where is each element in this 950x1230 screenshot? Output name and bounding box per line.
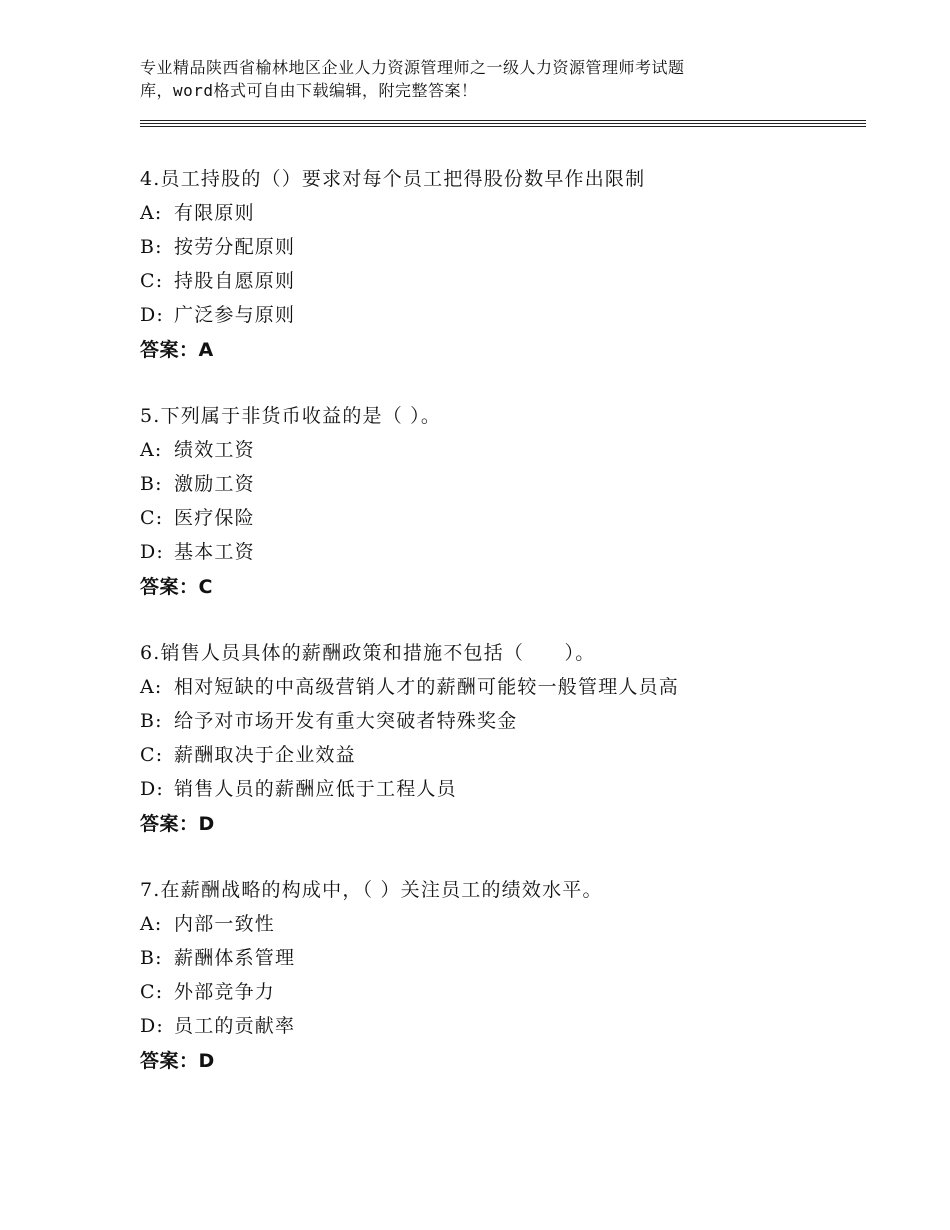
question-title: 7.在薪酬战略的构成中，（ ）关注员工的绩效水平。 xyxy=(140,879,603,901)
option-letter: A: xyxy=(140,676,163,698)
header-divider-middle xyxy=(140,123,866,124)
option-text: 员工的贡献率 xyxy=(174,1015,296,1037)
option-text: 薪酬取决于企业效益 xyxy=(174,744,356,766)
option-letter: A: xyxy=(140,202,163,224)
option-text: 外部竞争力 xyxy=(174,981,276,1003)
option-text: 绩效工资 xyxy=(174,439,255,461)
question-7 xyxy=(140,873,900,1079)
question-6 xyxy=(140,636,900,842)
option-text: 基本工资 xyxy=(174,541,255,563)
answer-line: 答案：D xyxy=(140,813,215,835)
option-letter: D: xyxy=(140,778,165,800)
option-letter: B: xyxy=(140,473,163,495)
option-d xyxy=(140,535,900,569)
option-a xyxy=(140,907,900,941)
option-letter: C: xyxy=(140,507,164,529)
question-title: 4.员工持股的（）要求对每个员工把得股份数早作出限制 xyxy=(140,168,646,190)
question-5 xyxy=(140,399,900,605)
option-letter: D: xyxy=(140,1015,165,1037)
option-c xyxy=(140,738,900,772)
question-list xyxy=(140,162,900,1079)
option-d xyxy=(140,772,900,806)
option-letter: C: xyxy=(140,270,164,292)
option-text: 广泛参与原则 xyxy=(174,304,296,326)
question-title: 6.销售人员具体的薪酬政策和措施不包括（ ）。 xyxy=(140,642,596,664)
answer-line: 答案：C xyxy=(140,576,213,598)
option-text: 持股自愿原则 xyxy=(174,270,296,292)
option-b xyxy=(140,230,900,264)
option-text: 给予对市场开发有重大突破者特殊奖金 xyxy=(174,710,518,732)
option-d xyxy=(140,1009,900,1043)
option-a xyxy=(140,433,900,467)
option-text: 激励工资 xyxy=(174,473,255,495)
option-letter: D: xyxy=(140,541,165,563)
document-header xyxy=(140,56,820,102)
answer-line: 答案：D xyxy=(140,1050,215,1072)
option-c xyxy=(140,975,900,1009)
header-divider-top xyxy=(140,120,866,121)
option-text: 销售人员的薪酬应低于工程人员 xyxy=(174,778,457,800)
option-text: 相对短缺的中高级营销人才的薪酬可能较一般管理人员高 xyxy=(174,676,680,698)
option-letter: B: xyxy=(140,236,163,258)
option-d xyxy=(140,298,900,332)
option-b xyxy=(140,941,900,975)
option-letter: D: xyxy=(140,304,165,326)
question-title: 5.下列属于非货币收益的是（ ）。 xyxy=(140,405,442,427)
option-c xyxy=(140,501,900,535)
option-text: 按劳分配原则 xyxy=(174,236,296,258)
option-letter: A: xyxy=(140,439,163,461)
option-text: 内部一致性 xyxy=(174,913,276,935)
option-text: 有限原则 xyxy=(174,202,255,224)
option-letter: A: xyxy=(140,913,163,935)
option-text: 薪酬体系管理 xyxy=(174,947,296,969)
option-text: 医疗保险 xyxy=(174,507,255,529)
option-a xyxy=(140,196,900,230)
header-divider-bottom xyxy=(140,126,866,127)
option-c xyxy=(140,264,900,298)
option-b xyxy=(140,704,900,738)
header-line-2: 库，word格式可自由下载编辑，附完整答案！ xyxy=(140,81,478,100)
option-letter: C: xyxy=(140,981,164,1003)
option-a xyxy=(140,670,900,704)
option-letter: C: xyxy=(140,744,164,766)
option-letter: B: xyxy=(140,947,163,969)
option-letter: B: xyxy=(140,710,163,732)
header-line-1: 专业精品陕西省榆林地区企业人力资源管理师之一级人力资源管理师考试题 xyxy=(140,58,685,77)
question-4 xyxy=(140,162,900,368)
option-b xyxy=(140,467,900,501)
answer-line: 答案：A xyxy=(140,339,214,361)
